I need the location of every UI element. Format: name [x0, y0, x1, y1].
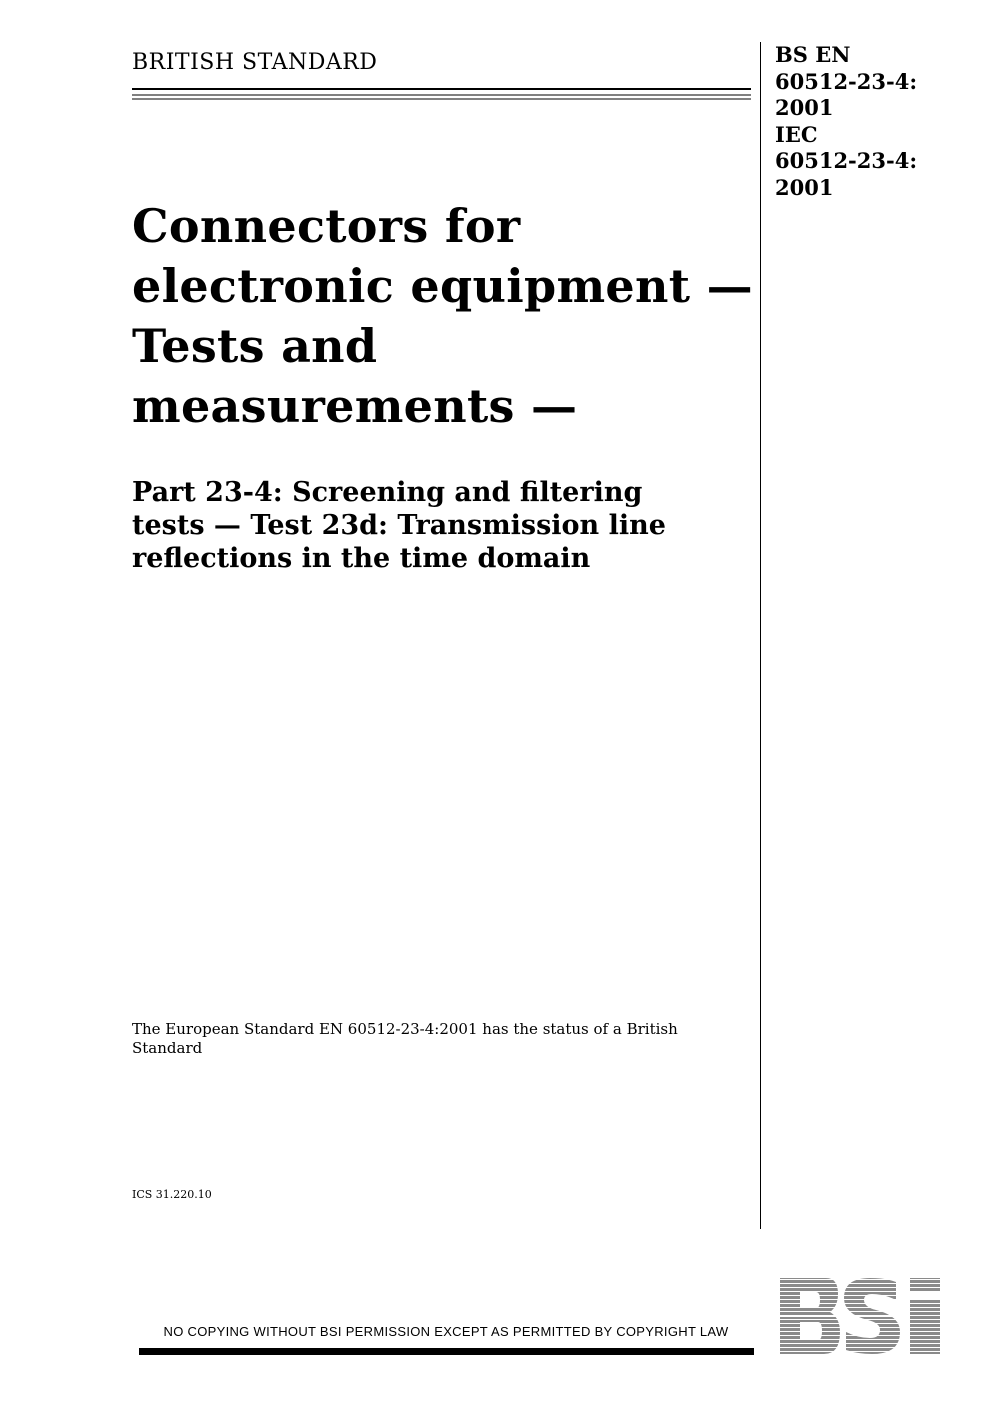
status-note: The European Standard EN 60512-23-4:2001 has the status of a British Standard: [132, 1020, 678, 1057]
footer-rule: [139, 1348, 754, 1355]
copyright-notice: NO COPYING WITHOUT BSI PERMISSION EXCEPT AS PERMITTED BY COPYRIGHT LAW: [163, 1324, 729, 1339]
header-rule-gray: [132, 94, 751, 96]
header-rule: [132, 88, 751, 90]
title-line: Tests and: [132, 319, 378, 373]
identifier-line: IEC: [775, 121, 818, 147]
bsi-logo: [778, 1276, 956, 1356]
title-line: Connectors for: [132, 199, 521, 253]
title-line: measurements —: [132, 379, 578, 433]
standard-identifiers: [775, 42, 917, 201]
identifier-line: 60512-23-4:: [775, 148, 918, 173]
header-rule-gray: [132, 98, 751, 100]
subtitle-line: reflections in the time domain: [132, 543, 591, 574]
identifier-line: 2001: [775, 174, 834, 200]
subtitle-line: tests — Test 23d: Transmission line: [132, 510, 666, 541]
identifier-line: 2001: [775, 95, 834, 120]
document-subtitle: [132, 476, 752, 575]
title-line: electronic equipment —: [132, 259, 753, 313]
identifier-line: BS EN: [775, 42, 851, 67]
subtitle-line: Part 23-4: Screening and filtering: [132, 477, 643, 508]
vertical-divider: [760, 42, 761, 1229]
document-title: [132, 196, 752, 436]
document-type-label: BRITISH STANDARD: [132, 50, 378, 75]
identifier-line: 60512-23-4:: [775, 68, 918, 94]
ics-code: ICS 31.220.10: [132, 1188, 212, 1201]
